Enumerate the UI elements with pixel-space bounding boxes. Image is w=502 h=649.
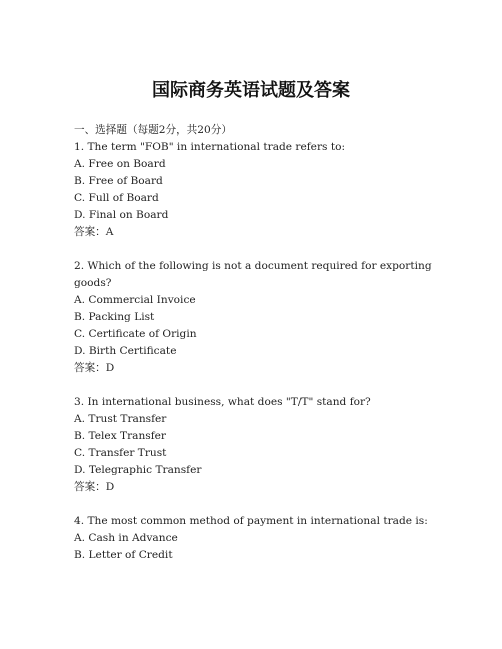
question-1-option-c: C. Full of Board <box>74 192 159 204</box>
question-2-option-b: B. Packing List <box>74 311 155 323</box>
question-3-option-a: A. Trust Transfer <box>74 413 167 425</box>
question-1-answer: 答案：A <box>74 226 114 238</box>
document-body <box>74 122 434 564</box>
spacer <box>74 496 434 513</box>
section-heading: 一、选择题（每题2分，共20分） <box>74 124 232 136</box>
question-3-option-b: B. Telex Transfer <box>74 430 166 442</box>
question-1-option-d: D. Final on Board <box>74 209 169 221</box>
question-3-text: 3. In international business, what does "T/T" stand for? <box>74 396 371 408</box>
question-3-option-d: D. Telegraphic Transfer <box>74 464 202 476</box>
question-2-option-d: D. Birth Certificate <box>74 345 177 357</box>
question-2-option-c: C. Certificate of Origin <box>74 328 197 340</box>
document-title: 国际商务英语试题及答案 <box>152 80 350 101</box>
question-3-answer: 答案：D <box>74 481 115 493</box>
question-4-option-b: B. Letter of Credit <box>74 549 173 561</box>
question-2-answer: 答案：D <box>74 362 115 374</box>
question-2-option-a: A. Commercial Invoice <box>74 294 196 306</box>
question-4-text: 4. The most common method of payment in international trade is: <box>74 515 428 527</box>
question-1-option-b: B. Free of Board <box>74 175 163 187</box>
question-2-text: 2. Which of the following is not a document required for exporting goods? <box>74 260 432 289</box>
spacer <box>74 377 434 394</box>
question-3-option-c: C. Transfer Trust <box>74 447 167 459</box>
question-4-option-a: A. Cash in Advance <box>74 532 178 544</box>
spacer <box>74 241 434 258</box>
question-1-option-a: A. Free on Board <box>74 158 166 170</box>
question-1-text: 1. The term "FOB" in international trade refers to: <box>74 141 346 153</box>
